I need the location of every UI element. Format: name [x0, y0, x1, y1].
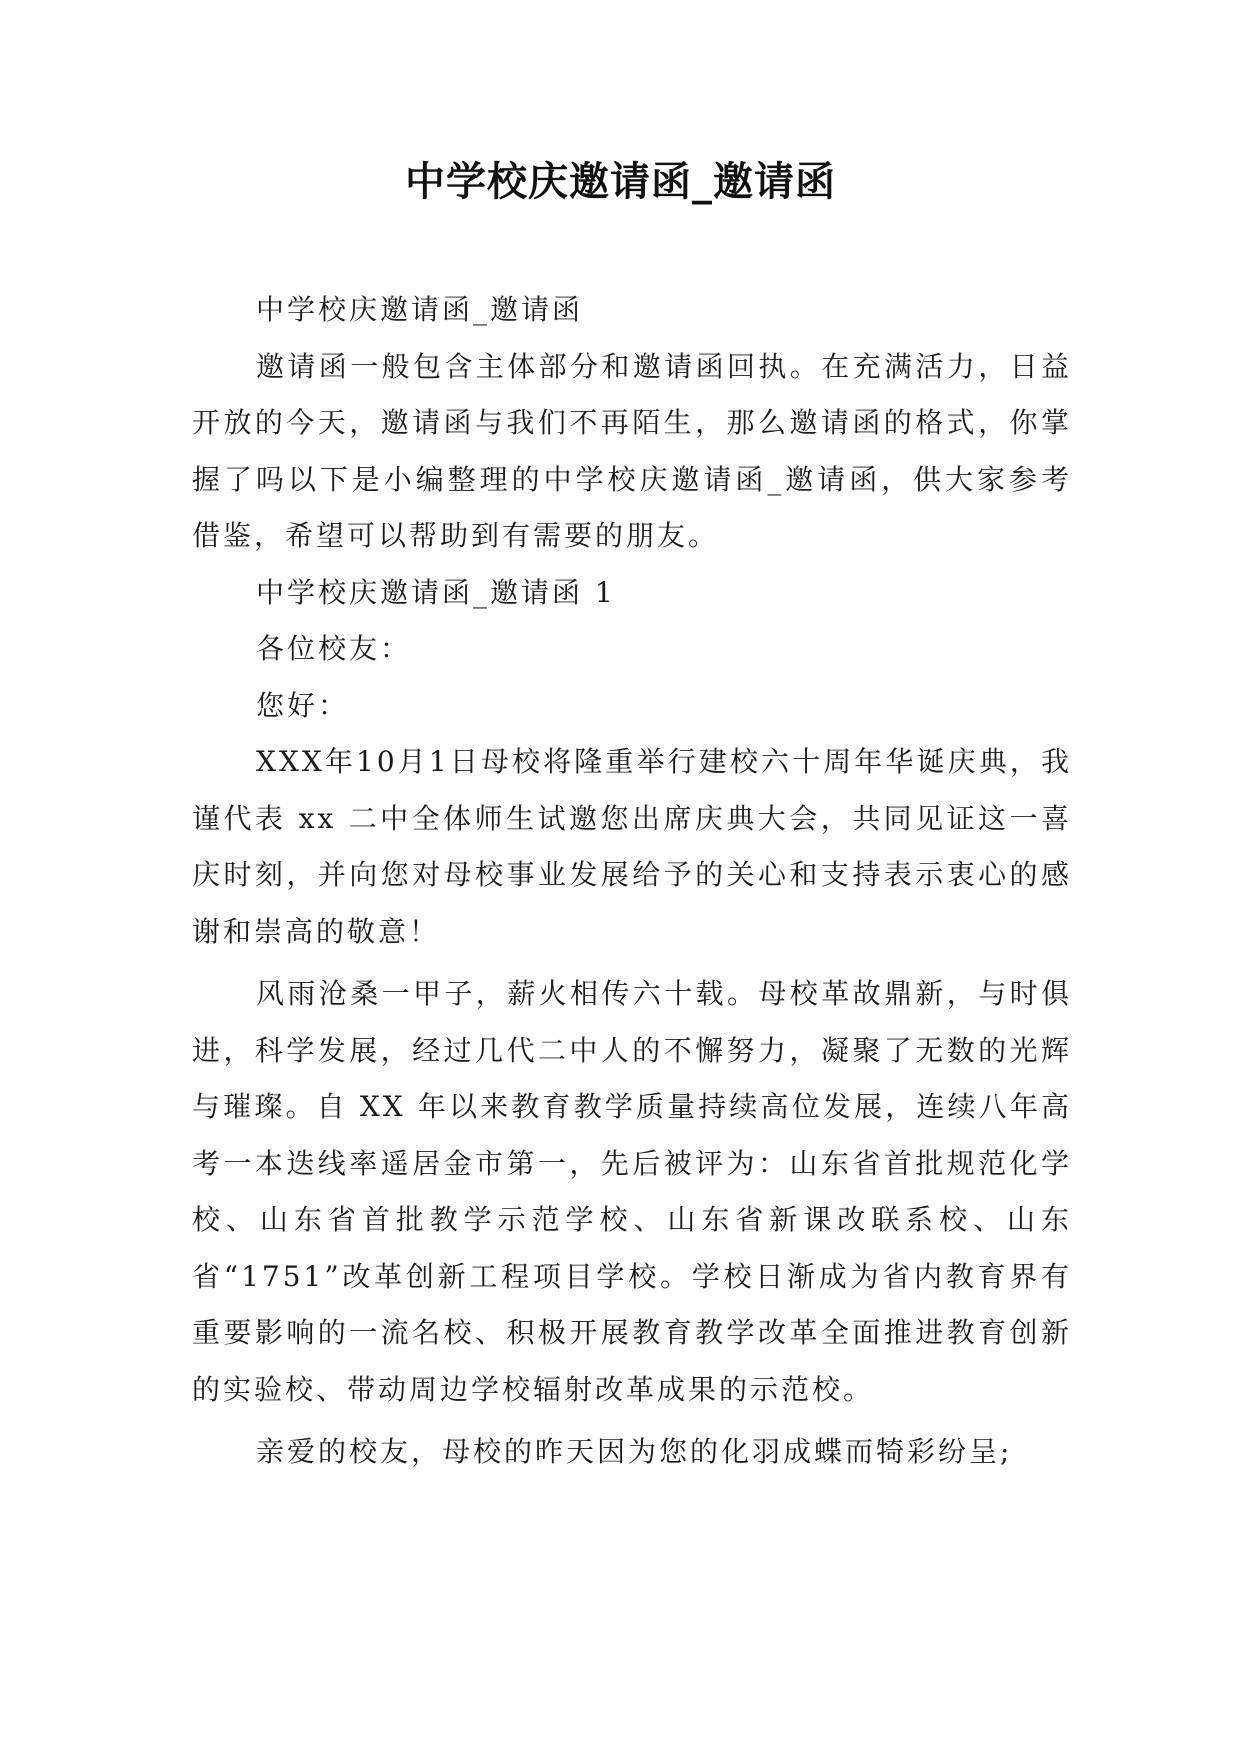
paragraph-invitation: XXX年10月1日母校将隆重举行建校六十周年华诞庆典，我谨代表 xx 二中全体师生试邀您出席庆典大会，共同见证这一喜庆时刻，并向您对母校事业发展给予的关心和支持表示衷心的感谢和崇高的敬意！: [192, 745, 1072, 948]
document-body: [192, 282, 1072, 1481]
paragraph-letter-heading: 中学校庆邀请函_邀请函 1: [256, 575, 616, 609]
paragraph-history: 风雨沧桑一甲子，薪火相传六十载。母校革故鼎新，与时俱进，科学发展，经过几代二中人的不懈努力，凝聚了无数的光辉与璀璨。自 XX 年以来教育教学质量持续高位发展，连续八年高考一本迭线率遥居金市第一，先后被评为：山东省首批规范化学校、山东省首批教学示范学校、山东省新课改联系校、山东省“1751”改革创新工程项目学校。学校日渐成为省内教育界有重要影响的一流名校、积极开展教育教学改革全面推进教育创新的实验校、带动周边学校辐射改革成果的示范校。: [192, 977, 1072, 1406]
paragraph-intro: 邀请函一般包含主体部分和邀请函回执。在充满活力，日益开放的今天，邀请函与我们不再陌生，那么邀请函的格式，你掌握了吗以下是小编整理的中学校庆邀请函_邀请函，供大家参考借鉴，希望可以帮助到有需要的朋友。: [192, 349, 1072, 552]
paragraph-salutation: 各位校友：: [256, 632, 412, 665]
document-title: 中学校庆邀请函_邀请函: [405, 158, 836, 205]
paragraph-subtitle: 中学校庆邀请函_邀请函: [256, 293, 584, 326]
paragraph-greeting: 您好：: [256, 688, 350, 722]
paragraph-closing: 亲爱的校友，母校的昨天因为您的化羽成蝶而犄彩纷呈;: [256, 1435, 1013, 1468]
